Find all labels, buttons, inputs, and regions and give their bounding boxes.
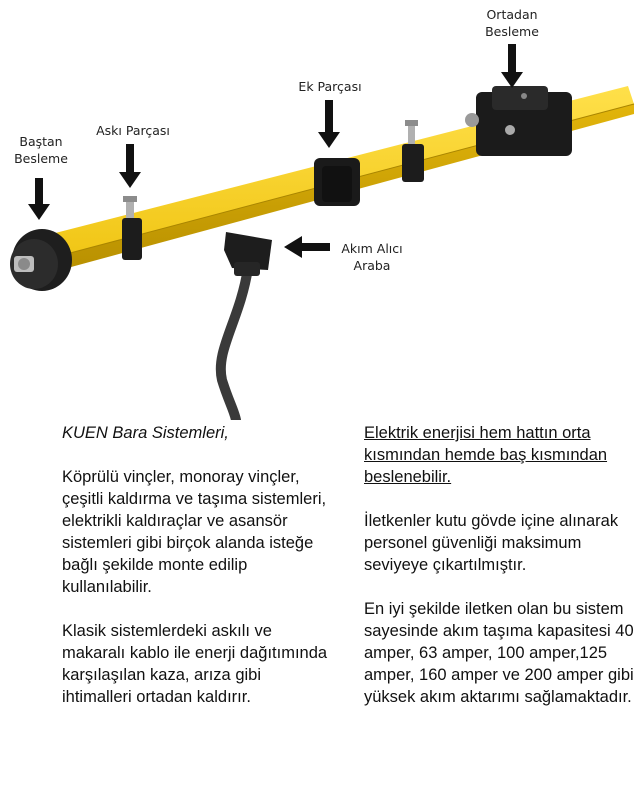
label-ortadan-besleme: Ortadan Besleme <box>485 7 539 39</box>
collector-trolley <box>224 232 272 276</box>
label-aski-parcasi: Askı Parçası <box>96 123 170 138</box>
hanger-clamp-1 <box>122 196 142 260</box>
left-text-column <box>62 422 332 730</box>
collector-cable <box>221 268 248 420</box>
right-paragraph-1: Elektrik enerjisi hem hattın orta kısmından hemde baş kısmından beslenebilir. <box>364 424 608 486</box>
right-text-column <box>364 422 634 730</box>
hanger-clamp-2 <box>402 120 424 182</box>
end-feed-cap <box>10 229 72 291</box>
right-paragraph-2: İletkenler kutu gövde içine alınarak personel güvenliği maksimum seviyeye çıkartılmıştır. <box>364 512 619 574</box>
label-akim-alici-araba: Akım Alıcı Araba <box>341 241 403 273</box>
center-feed-box <box>465 86 572 156</box>
label-ek-parcasi: Ek Parçası <box>298 79 362 94</box>
left-title: KUEN Bara Sistemleri, <box>62 424 229 442</box>
right-paragraph-3: En iyi şekilde iletken olan bu sistem sayesinde akım taşıma kapasitesi 40 amper, 63 amper, 100 amper,125 amper, 160 amper ve 200 amper gibi yüksek akım aktarımı sağlamaktadır. <box>364 600 634 706</box>
left-paragraph-1: Köprülü vinçler, monoray vinçler, çeşitli kaldırma ve taşıma sistemleri, elektrikli kaldıraçlar ve asansör sistemleri gibi birçok alanda isteğe bağlı şekilde monte edilip kullanılabilir. <box>62 468 327 596</box>
label-bastan-besleme: Baştan Besleme <box>14 134 68 166</box>
left-paragraph-2: Klasik sistemlerdeki askılı ve makaralı kablo ile enerji dağıtımında karşılaşılan kaza, arıza gibi ihtimalleri ortadan kaldırır. <box>62 622 328 706</box>
joint-piece <box>314 158 360 206</box>
